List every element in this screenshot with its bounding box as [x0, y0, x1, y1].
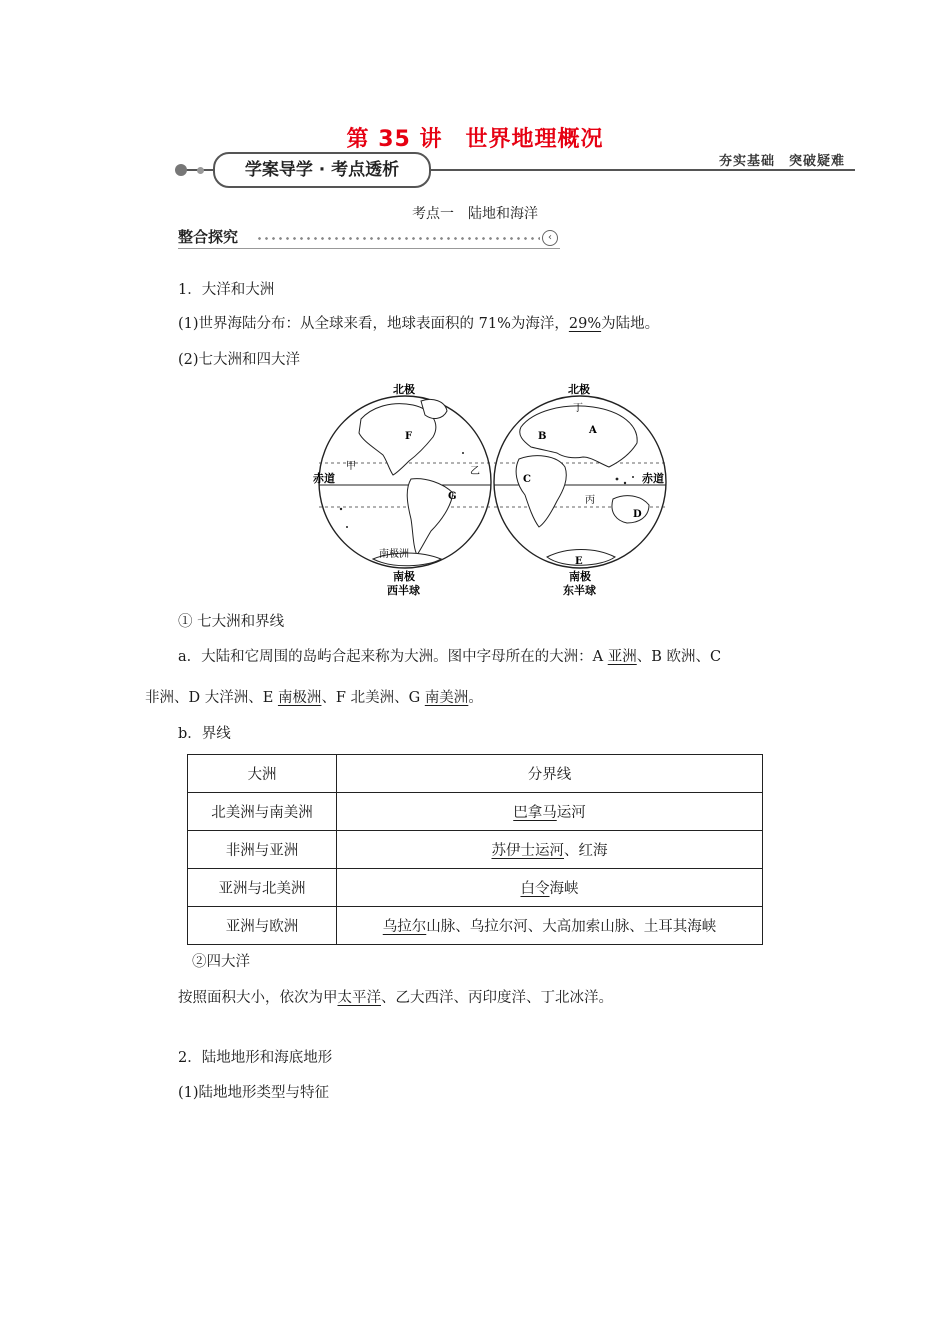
continent-letter: G	[448, 491, 457, 502]
western-hemisphere	[313, 382, 491, 597]
table-row	[188, 831, 763, 869]
table-row	[188, 907, 763, 945]
text-segment: a．大陆和它周围的岛屿合起来称为大洲。图中字母所在的大洲：A	[178, 649, 608, 665]
text-segment: 、B 欧洲、C	[636, 649, 722, 665]
para-a-line1	[178, 645, 721, 666]
para-oceans	[178, 986, 613, 1007]
continent-letter: F	[405, 431, 413, 442]
section-header-bar	[175, 148, 855, 188]
text-segment: 山脉、乌拉尔河、大高加索山脉、土耳其海峡	[426, 919, 717, 935]
para-a-line2	[145, 686, 483, 707]
table-cell: 非洲与亚洲	[188, 831, 337, 869]
map-label: 南极	[569, 570, 591, 583]
continent-letter: A	[589, 425, 597, 436]
continent-letter: C	[523, 474, 531, 485]
para-b: b．界线	[178, 726, 231, 742]
map-label: 赤道	[642, 472, 664, 485]
text-segment: 。	[468, 690, 483, 706]
map-label: 北极	[393, 383, 415, 396]
table-cell: 亚洲与北美洲	[188, 869, 337, 907]
table-cell	[337, 869, 763, 907]
table-row	[188, 869, 763, 907]
table-header: 大洲	[188, 755, 337, 793]
chevron-left-icon: ‹	[542, 230, 558, 246]
sub-header-label: 整合探究	[178, 228, 239, 246]
answer-text: 亚洲	[607, 649, 637, 665]
para1-heading: 1．大洋和大洲	[178, 282, 275, 298]
answer-text: 太平洋	[337, 990, 381, 1006]
header-dot-icon	[175, 164, 187, 176]
text-segment: 、乙大西洋、丙印度洋、丁北冰洋。	[381, 990, 613, 1006]
para2-1: (1)陆地地形类型与特征	[178, 1085, 330, 1101]
answer-text: 南极洲	[277, 690, 322, 706]
text-segment: 按照面积大小，依次为甲	[178, 990, 338, 1006]
text-segment: (1)世界海陆分布：从全球来看，地球表面积的 71%为海洋，	[178, 316, 569, 332]
boundary-table	[187, 754, 763, 945]
ocean-label: 丙	[585, 495, 595, 506]
answer-text: 白令	[520, 881, 550, 897]
ocean-label: 甲	[346, 461, 356, 472]
table-header-row	[188, 755, 763, 793]
table-cell	[337, 907, 763, 945]
table-row	[188, 793, 763, 831]
continent-letter: B	[538, 431, 547, 442]
para1-1	[178, 312, 659, 333]
table-cell: 亚洲与欧洲	[188, 907, 337, 945]
answer-text: 巴拿马	[513, 805, 557, 821]
continent-letter: E	[575, 556, 583, 567]
header-dot-small-icon	[197, 167, 204, 174]
ocean-label: 丁	[573, 403, 583, 414]
hemisphere-label: 东半球	[563, 584, 596, 597]
continent-letter: D	[633, 509, 642, 520]
text-segment: 、F 北美洲、G	[321, 690, 425, 706]
sub-header	[178, 226, 560, 250]
section-title: 考点一 陆地和海洋	[412, 206, 538, 222]
text-segment: 为陆地。	[601, 316, 660, 332]
table-cell	[337, 793, 763, 831]
text-segment: 、红海	[564, 843, 608, 859]
answer-text: 苏伊士运河	[491, 843, 564, 859]
answer-text: 29%	[568, 316, 602, 332]
sub-header-underline	[178, 248, 560, 249]
para1-2: (2)七大洲和四大洋	[178, 352, 301, 368]
hemisphere-label: 西半球	[387, 584, 420, 597]
dotted-divider	[256, 237, 540, 240]
map-label: 南极洲	[379, 549, 409, 560]
text-segment: 海峡	[549, 881, 579, 897]
map-label: 赤道	[313, 472, 335, 485]
para2-heading: 2．陆地地形和海底地形	[178, 1050, 333, 1066]
eastern-hemisphere	[494, 382, 666, 597]
page-title: 第 35 讲 世界地理概况	[346, 127, 604, 152]
map-label: 南极	[393, 570, 415, 583]
ocean-label: 乙	[470, 466, 480, 477]
answer-text: 乌拉尔	[382, 919, 427, 935]
header-tag: 学案导学 · 考点透析	[213, 152, 431, 188]
table-header: 分界线	[337, 755, 763, 793]
text-segment: 运河	[556, 805, 586, 821]
table-cell	[337, 831, 763, 869]
header-right-text: 夯实基础 突破疑难	[718, 154, 845, 169]
text-segment: 非洲、D 大洋洲、E	[145, 690, 278, 706]
subsection-continents: ① 七大洲和界线	[178, 614, 285, 630]
answer-text: 南美洲	[424, 690, 469, 706]
table-cell: 北美洲与南美洲	[188, 793, 337, 831]
subsection-oceans: ②四大洋	[192, 954, 250, 970]
map-label: 北极	[568, 383, 590, 396]
world-map-figure	[313, 381, 669, 599]
